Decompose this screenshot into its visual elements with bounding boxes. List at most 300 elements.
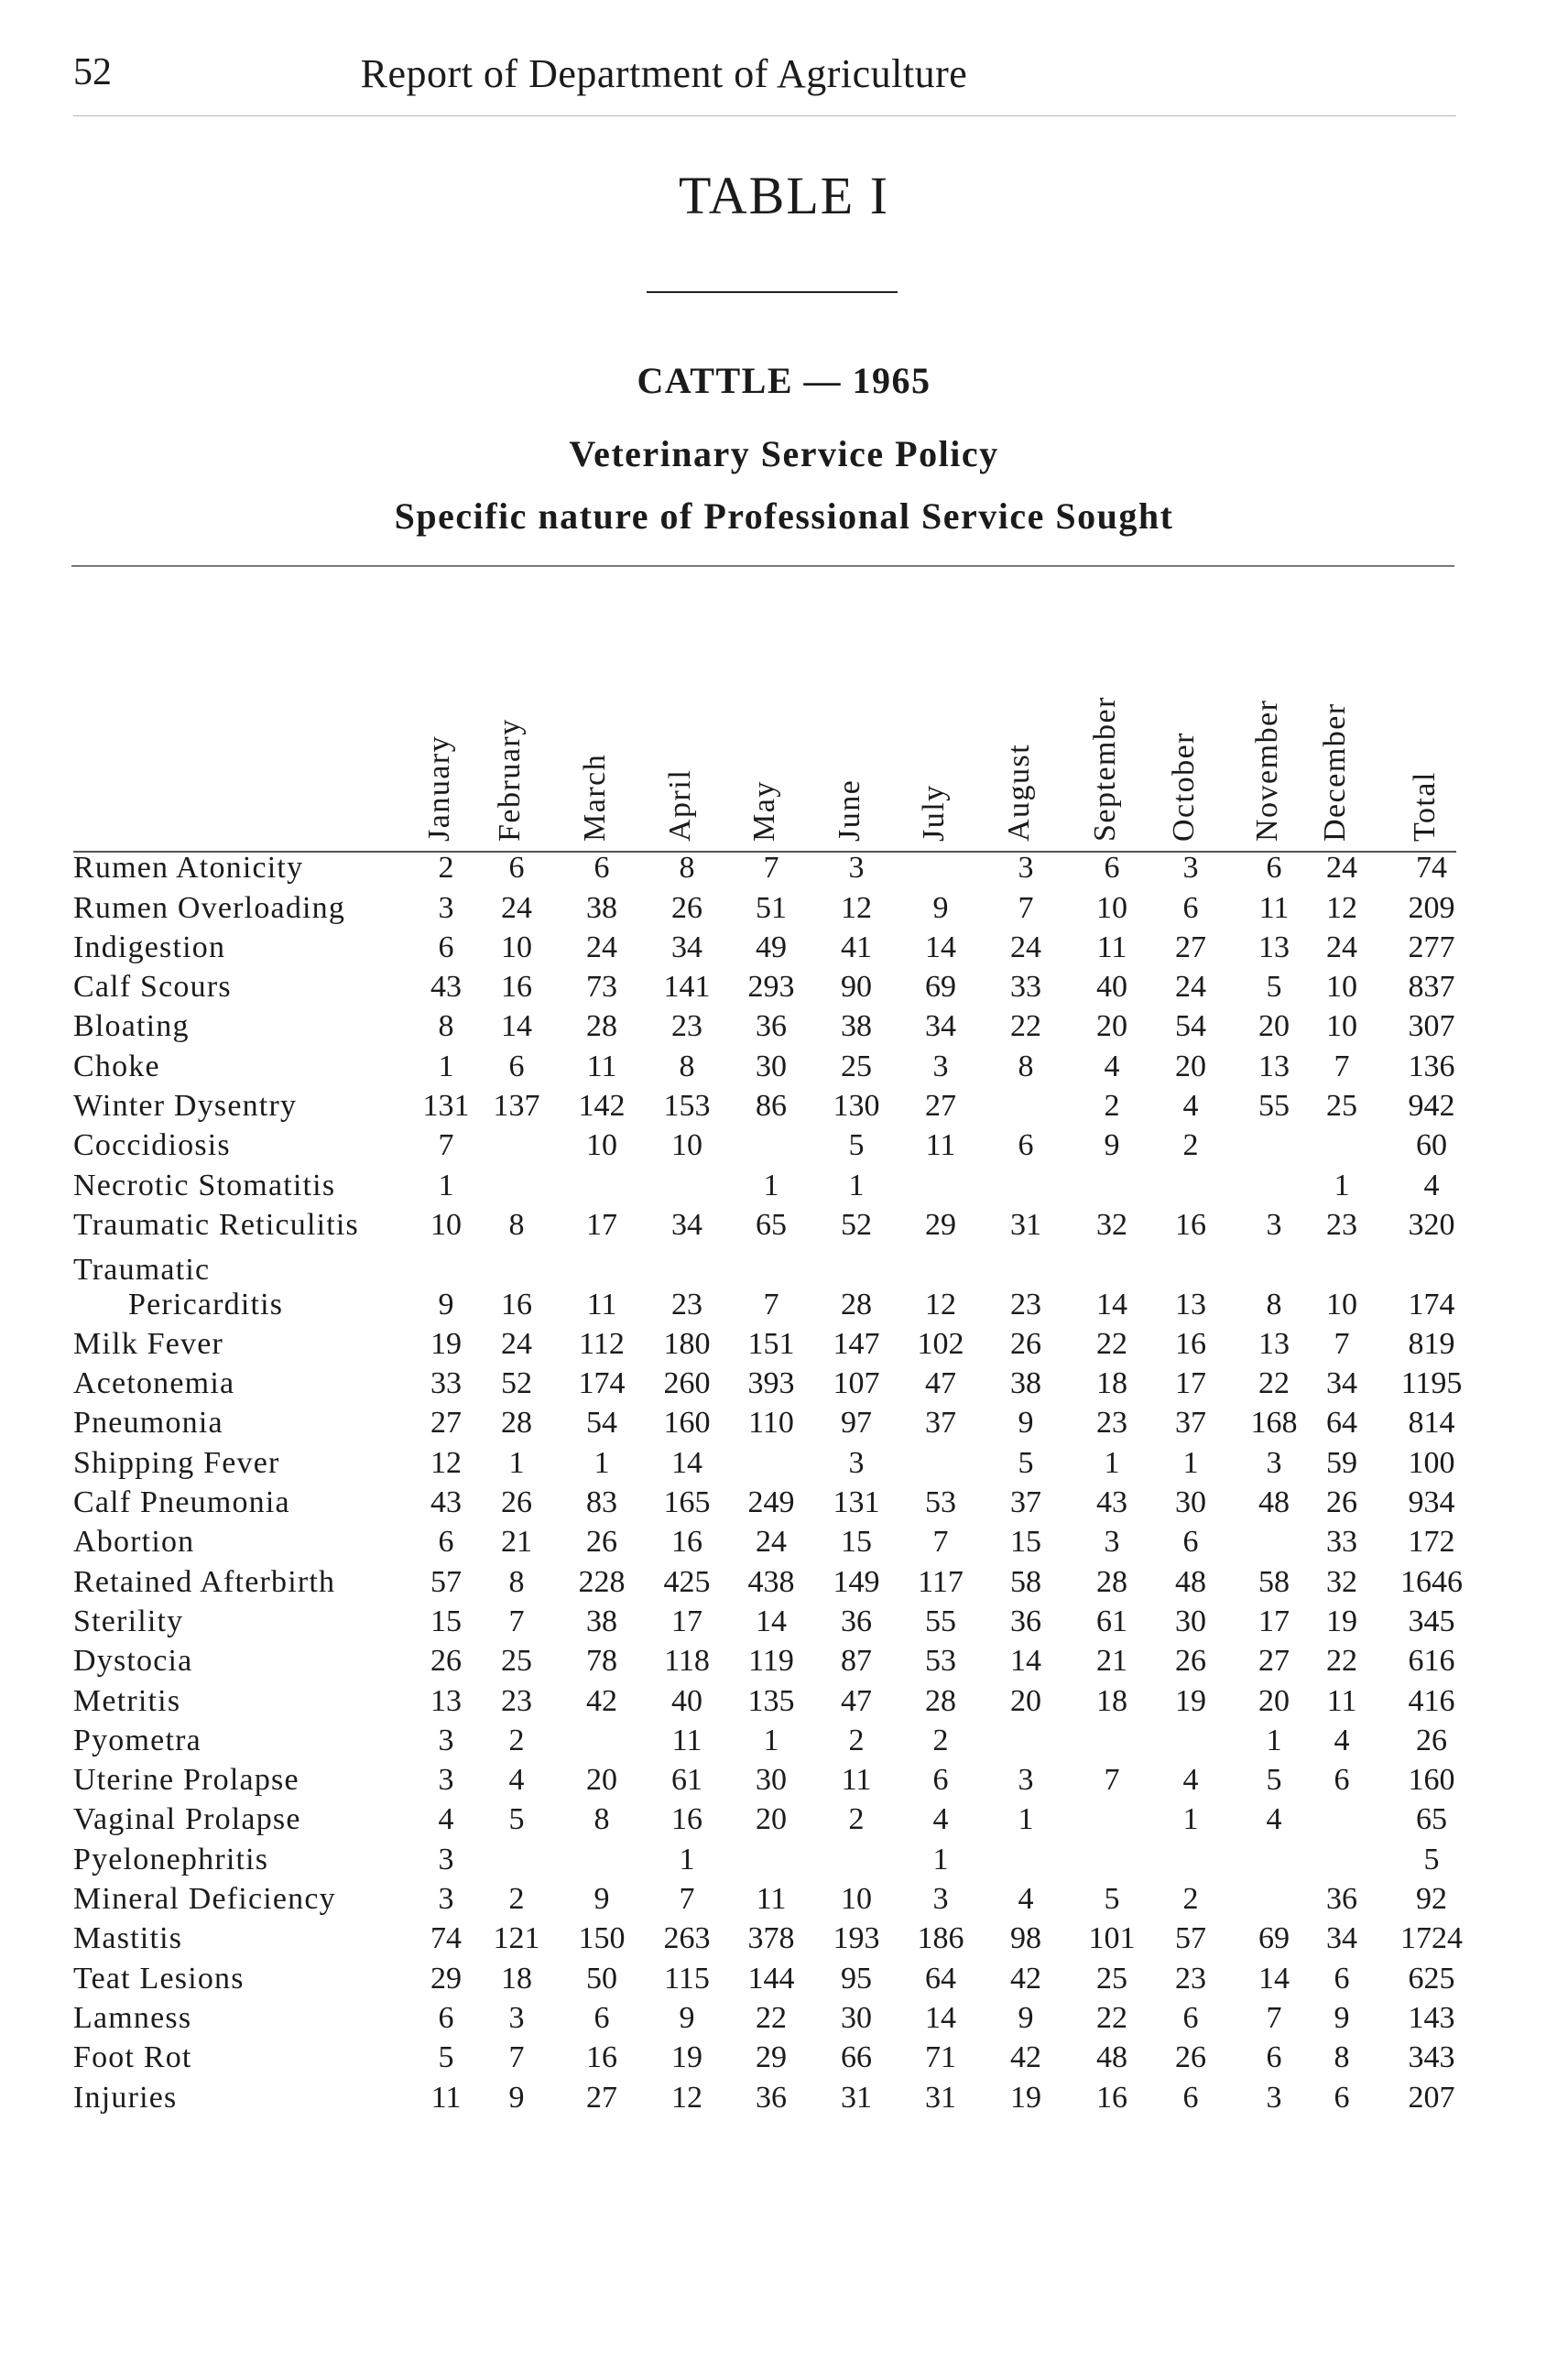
table-cell: 9 <box>679 2000 695 2035</box>
table-cell: 64 <box>925 1961 956 1996</box>
table-row <box>73 1843 1456 1882</box>
table-cell: 3 <box>1266 2080 1282 2115</box>
table-cell: 23 <box>671 1009 702 1044</box>
row-label <box>73 851 303 886</box>
row-label-line: Traumatic <box>73 1252 211 1287</box>
table-cell: 33 <box>430 1366 462 1401</box>
table-cell: 36 <box>841 1604 872 1638</box>
column-header-label: May <box>747 780 781 842</box>
table-cell: 11 <box>586 1287 617 1321</box>
table-cell: 34 <box>671 1207 702 1242</box>
row-label-line: Vaginal Prolapse <box>73 1802 301 1837</box>
row-label <box>73 2001 191 2036</box>
table-cell: 19 <box>1326 1604 1357 1638</box>
row-label <box>73 1089 297 1124</box>
table-cell: 3 <box>438 890 454 925</box>
table-cell: 78 <box>586 1644 617 1679</box>
table-row <box>73 971 1456 1010</box>
table-cell: 2 <box>438 851 454 886</box>
table-cell: 10 <box>1326 970 1357 1005</box>
table-cell: 52 <box>501 1366 532 1401</box>
table-row <box>73 2041 1456 2081</box>
table-cell: 7 <box>1334 1049 1350 1083</box>
running-head: Report of Department of Agriculture <box>360 51 968 96</box>
table-cell: 7 <box>1104 1763 1120 1798</box>
table-row <box>73 1803 1456 1843</box>
row-label-line: Mineral Deficiency <box>73 1882 336 1917</box>
table-cell: 3 <box>438 1763 454 1798</box>
table-cell: 4 <box>1182 1763 1199 1798</box>
table-cell: 3 <box>1266 1445 1282 1480</box>
table-cell: 47 <box>841 1683 872 1718</box>
table-cell: 30 <box>1175 1485 1206 1520</box>
table-cell: 7 <box>932 1525 949 1560</box>
row-label-line: Foot Rot <box>73 2040 192 2075</box>
table-row <box>73 931 1456 971</box>
table-cell: 142 <box>578 1089 626 1124</box>
table-cell: 19 <box>1010 2080 1041 2115</box>
table-cell: 23 <box>501 1683 532 1718</box>
row-label-line: Retained Afterbirth <box>73 1564 336 1599</box>
table-cell: 6 <box>438 930 454 964</box>
table-cell: 30 <box>756 1763 787 1798</box>
data-table <box>73 851 1463 2121</box>
table-cell: 22 <box>756 2000 787 2035</box>
table-cell: 87 <box>841 1644 872 1679</box>
table-cell: 47 <box>925 1366 956 1401</box>
row-label <box>73 1962 245 1996</box>
table-cell: 19 <box>430 1326 462 1361</box>
column-header-label: December <box>1318 702 1352 842</box>
table-cell: 11 <box>671 1723 702 1757</box>
title-rule <box>647 291 898 293</box>
table-row <box>73 1921 1463 1962</box>
table-cell: 131 <box>422 1089 470 1124</box>
table-cell: 48 <box>1258 1485 1290 1520</box>
table-cell: 24 <box>1010 930 1041 964</box>
row-label <box>73 1327 223 1362</box>
table-cell: 11 <box>586 1049 617 1083</box>
table-cell: 135 <box>747 1683 795 1718</box>
row-total-cell: 65 <box>1416 1802 1447 1837</box>
row-label <box>73 1525 194 1560</box>
row-label <box>73 1050 160 1084</box>
table-cell: 25 <box>1326 1089 1357 1124</box>
row-total-cell: 209 <box>1408 890 1455 925</box>
table-cell: 263 <box>663 1921 711 1956</box>
row-total-cell: 277 <box>1408 930 1455 964</box>
table-cell: 14 <box>501 1009 532 1044</box>
table-cell: 4 <box>1104 1049 1120 1083</box>
table-cell: 131 <box>833 1485 880 1520</box>
table-cell: 7 <box>763 851 779 886</box>
row-total-cell: 136 <box>1408 1049 1455 1083</box>
row-label <box>73 1208 359 1243</box>
table-cell: 37 <box>1175 1406 1206 1441</box>
table-cell: 69 <box>925 970 956 1005</box>
table-cell: 1 <box>763 1168 779 1202</box>
table-cell: 40 <box>1096 970 1127 1005</box>
table-cell: 16 <box>671 1525 702 1560</box>
table-cell: 23 <box>1010 1287 1041 1321</box>
title-rule-lower <box>71 565 1454 567</box>
table-cell: 149 <box>833 1564 880 1599</box>
column-header-label: April <box>663 768 697 842</box>
column-header-label: Total <box>1408 771 1442 842</box>
table-cell: 8 <box>1018 1049 1034 1083</box>
table-cell: 119 <box>748 1644 794 1679</box>
header-rule <box>73 115 1456 116</box>
table-cell: 95 <box>841 1961 872 1996</box>
row-total-cell: 74 <box>1416 851 1447 886</box>
row-label <box>73 1843 268 1877</box>
row-label-line: Acetonemia <box>73 1366 235 1401</box>
table-title: TABLE I <box>678 166 890 225</box>
table-cell: 2 <box>1104 1089 1120 1124</box>
row-label-line: Choke <box>73 1049 160 1083</box>
table-cell: 24 <box>756 1525 787 1560</box>
table-row <box>73 1446 1456 1485</box>
table-cell: 14 <box>671 1445 702 1480</box>
table-cell: 43 <box>430 1485 462 1520</box>
table-cell: 26 <box>1175 2040 1206 2075</box>
row-label-line: Metritis <box>73 1683 181 1718</box>
table-cell: 29 <box>756 2040 787 2075</box>
table-cell: 29 <box>925 1207 956 1242</box>
table-cell: 11 <box>430 2080 462 2115</box>
table-cell: 17 <box>1175 1366 1206 1401</box>
table-cell: 34 <box>1326 1366 1357 1401</box>
table-cell: 42 <box>1010 1961 1041 1996</box>
table-cell: 25 <box>1096 1961 1127 1996</box>
table-cell: 38 <box>1010 1366 1041 1401</box>
table-cell: 14 <box>1010 1644 1041 1679</box>
table-cell: 6 <box>1266 851 1282 886</box>
row-label <box>73 2040 192 2075</box>
table-cell: 5 <box>1266 1763 1282 1798</box>
table-cell: 22 <box>1096 2000 1127 2035</box>
table-cell: 101 <box>1088 1921 1136 1956</box>
table-cell: 15 <box>841 1525 872 1560</box>
table-cell: 9 <box>1018 1406 1034 1441</box>
table-cell: 27 <box>430 1406 462 1441</box>
row-label-line: Indigestion <box>73 930 226 964</box>
table-cell: 3 <box>848 851 865 886</box>
row-total-cell: 837 <box>1408 970 1455 1005</box>
table-cell: 24 <box>1175 970 1206 1005</box>
table-cell: 2 <box>508 1723 525 1757</box>
row-total-cell: 343 <box>1408 2040 1455 2075</box>
table-cell: 6 <box>508 851 525 886</box>
table-row <box>73 1564 1463 1604</box>
table-cell: 2 <box>508 1882 525 1917</box>
row-total-cell: 934 <box>1408 1485 1455 1520</box>
table-cell: 8 <box>593 1802 610 1837</box>
table-cell: 117 <box>918 1564 964 1599</box>
table-cell: 249 <box>747 1485 795 1520</box>
table-cell: 6 <box>1334 2080 1350 2115</box>
row-label-line: Sterility <box>73 1604 184 1638</box>
table-cell: 3 <box>932 1882 949 1917</box>
table-row <box>73 1764 1456 1803</box>
table-cell: 26 <box>430 1644 462 1679</box>
table-cell: 1 <box>763 1723 779 1757</box>
table-cell: 6 <box>1182 2080 1199 2115</box>
table-cell: 24 <box>586 930 617 964</box>
table-cell: 2 <box>848 1802 865 1837</box>
table-cell: 49 <box>756 930 787 964</box>
row-label <box>73 1446 280 1481</box>
table-cell: 17 <box>1258 1604 1290 1638</box>
table-cell: 5 <box>1266 970 1282 1005</box>
row-total-cell: 5 <box>1423 1842 1440 1876</box>
table-cell: 7 <box>1334 1326 1350 1361</box>
column-header-october <box>1167 731 1203 842</box>
table-cell: 16 <box>1175 1326 1206 1361</box>
table-cell: 40 <box>671 1683 702 1718</box>
row-label-line: Dystocia <box>73 1644 193 1679</box>
row-label <box>73 1684 180 1719</box>
table-cell: 3 <box>438 1723 454 1757</box>
table-cell: 22 <box>1258 1366 1290 1401</box>
table-row <box>73 1129 1456 1169</box>
table-cell: 168 <box>1250 1406 1298 1441</box>
table-row <box>73 852 1456 891</box>
row-label <box>73 2081 177 2115</box>
table-cell: 6 <box>1334 1763 1350 1798</box>
table-cell: 378 <box>747 1921 795 1956</box>
table-cell: 57 <box>430 1564 462 1599</box>
table-cell: 13 <box>1258 930 1290 964</box>
column-header-label: November <box>1250 699 1284 842</box>
table-cell: 10 <box>430 1207 462 1242</box>
table-cell: 20 <box>756 1802 787 1837</box>
table-cell: 22 <box>1010 1009 1041 1044</box>
table-cell: 74 <box>430 1921 462 1956</box>
row-label-line: Shipping Fever <box>73 1445 280 1480</box>
table-cell: 61 <box>1096 1604 1127 1638</box>
table-cell: 14 <box>925 2000 956 2035</box>
table-cell: 9 <box>1104 1128 1120 1163</box>
row-total-cell: 100 <box>1408 1445 1455 1480</box>
table-cell: 53 <box>925 1485 956 1520</box>
row-label <box>73 1169 335 1203</box>
table-cell: 137 <box>493 1089 540 1124</box>
table-cell: 7 <box>508 1604 525 1638</box>
table-cell: 112 <box>579 1326 625 1361</box>
table-cell: 4 <box>1266 1802 1282 1837</box>
table-cell: 24 <box>1326 851 1357 886</box>
table-cell: 6 <box>1182 1525 1199 1560</box>
column-header-november <box>1250 699 1286 842</box>
row-label-line: Pyometra <box>73 1723 201 1757</box>
table-cell: 54 <box>586 1406 617 1441</box>
table-cell: 24 <box>501 890 532 925</box>
table-cell: 3 <box>848 1445 865 1480</box>
table-cell: 43 <box>1096 1485 1127 1520</box>
table-cell: 14 <box>1258 1961 1290 1996</box>
table-cell: 32 <box>1326 1564 1357 1599</box>
table-cell: 5 <box>848 1128 865 1163</box>
table-cell: 16 <box>671 1802 702 1837</box>
table-cell: 23 <box>1326 1207 1357 1242</box>
table-cell: 27 <box>925 1089 956 1124</box>
table-cell: 3 <box>1018 1763 1034 1798</box>
table-cell: 58 <box>1010 1564 1041 1599</box>
row-total-cell: 942 <box>1408 1089 1455 1124</box>
table-cell: 12 <box>1326 890 1357 925</box>
row-label <box>73 1253 283 1322</box>
table-cell: 22 <box>1326 1644 1357 1679</box>
table-cell: 97 <box>841 1406 872 1441</box>
table-cell: 13 <box>430 1683 462 1718</box>
table-cell: 64 <box>1326 1406 1357 1441</box>
table-cell: 17 <box>671 1604 702 1638</box>
table-cell: 37 <box>1010 1485 1041 1520</box>
table-cell: 13 <box>1258 1049 1290 1083</box>
row-total-cell: 416 <box>1408 1683 1455 1718</box>
row-total-cell: 174 <box>1408 1287 1455 1321</box>
table-cell: 23 <box>671 1287 702 1321</box>
table-cell: 36 <box>756 2080 787 2115</box>
table-row <box>73 1526 1456 1565</box>
row-label-line: Necrotic Stomatitis <box>73 1168 336 1202</box>
table-cell: 25 <box>841 1049 872 1083</box>
table-cell: 293 <box>747 970 795 1005</box>
table-cell: 33 <box>1326 1525 1357 1560</box>
table-cell: 20 <box>1258 1009 1290 1044</box>
row-label-line: Injuries <box>73 2080 178 2115</box>
column-header-january <box>422 734 458 842</box>
table-cell: 98 <box>1010 1921 1041 1956</box>
table-cell: 11 <box>925 1128 956 1163</box>
row-label <box>73 1009 190 1044</box>
table-cell: 3 <box>1104 1525 1120 1560</box>
table-cell: 3 <box>438 1842 454 1876</box>
table-cell: 9 <box>508 2080 525 2115</box>
table-cell: 66 <box>841 2040 872 2075</box>
table-row <box>73 1050 1456 1089</box>
table-cell: 59 <box>1326 1445 1357 1480</box>
row-total-cell: 1195 <box>1400 1366 1463 1401</box>
table-cell: 28 <box>1096 1564 1127 1599</box>
row-label <box>73 1802 301 1837</box>
table-cell: 27 <box>586 2080 617 2115</box>
table-subtitle-nature: Specific nature of Professional Service Sought <box>394 495 1174 537</box>
table-cell: 4 <box>932 1802 949 1837</box>
table-cell: 186 <box>917 1921 964 1956</box>
row-label <box>73 1565 335 1600</box>
table-cell: 1 <box>1334 1168 1350 1202</box>
table-row <box>73 1248 1456 1328</box>
table-cell: 58 <box>1258 1564 1290 1599</box>
table-cell: 20 <box>1258 1683 1290 1718</box>
table-cell: 69 <box>1258 1921 1290 1956</box>
table-cell: 43 <box>430 970 462 1005</box>
table-row <box>73 1169 1456 1208</box>
table-cell: 34 <box>671 930 702 964</box>
table-cell: 20 <box>586 1763 617 1798</box>
table-cell: 8 <box>679 851 695 886</box>
table-cell: 26 <box>1326 1485 1357 1520</box>
row-label-line: Mastitis <box>73 1921 183 1956</box>
table-cell: 6 <box>1104 851 1120 886</box>
table-cell: 1 <box>1182 1445 1199 1480</box>
table-cell: 150 <box>578 1921 626 1956</box>
table-cell: 31 <box>925 2080 956 2115</box>
table-cell: 42 <box>1010 2040 1041 2075</box>
table-cell: 4 <box>508 1763 525 1798</box>
table-cell: 1 <box>1182 1802 1199 1837</box>
table-cell: 34 <box>925 1009 956 1044</box>
row-label-line: Teat Lesions <box>73 1961 245 1996</box>
table-cell: 26 <box>1175 1644 1206 1679</box>
page-number: 52 <box>73 51 112 93</box>
table-cell: 11 <box>841 1763 872 1798</box>
column-header-june <box>833 778 868 842</box>
table-cell: 26 <box>501 1485 532 1520</box>
column-header-label: February <box>493 718 527 842</box>
table-cell: 30 <box>756 1049 787 1083</box>
row-total-cell: 814 <box>1408 1406 1455 1441</box>
table-cell: 28 <box>586 1009 617 1044</box>
table-cell: 36 <box>1010 1604 1041 1638</box>
table-cell: 36 <box>756 1009 787 1044</box>
table-cell: 8 <box>508 1207 525 1242</box>
row-label-line: Pericarditis <box>128 1287 284 1321</box>
table-cell: 27 <box>1258 1644 1290 1679</box>
table-cell: 83 <box>586 1485 617 1520</box>
row-label-line: Calf Scours <box>73 970 232 1005</box>
table-cell: 41 <box>841 930 872 964</box>
table-cell: 6 <box>932 1763 949 1798</box>
table-cell: 18 <box>1096 1683 1127 1718</box>
table-row <box>73 2081 1456 2120</box>
table-cell: 8 <box>1334 2040 1350 2075</box>
table-cell: 20 <box>1010 1683 1041 1718</box>
table-cell: 6 <box>438 2000 454 2035</box>
table-cell: 29 <box>430 1961 462 1996</box>
table-cell: 21 <box>1096 1644 1127 1679</box>
row-total-cell: 616 <box>1408 1644 1455 1679</box>
row-total-cell: 172 <box>1408 1525 1455 1560</box>
table-cell: 51 <box>756 890 787 925</box>
table-cell: 52 <box>841 1207 872 1242</box>
table-cell: 6 <box>1334 1961 1350 1996</box>
table-cell: 1 <box>438 1168 454 1202</box>
table-cell: 26 <box>1010 1326 1041 1361</box>
table-cell: 16 <box>501 970 532 1005</box>
column-header-march <box>578 753 614 842</box>
table-row <box>73 1605 1456 1645</box>
table-cell: 32 <box>1096 1207 1127 1242</box>
column-header-september <box>1088 696 1124 842</box>
table-cell: 12 <box>671 2080 702 2115</box>
row-label <box>73 1485 290 1520</box>
table-row <box>73 1010 1456 1050</box>
column-header-label: July <box>917 784 951 842</box>
table-cell: 8 <box>438 1009 454 1044</box>
table-cell: 23 <box>1096 1406 1127 1441</box>
table-cell: 147 <box>833 1326 880 1361</box>
column-header-december <box>1318 702 1354 842</box>
table-cell: 193 <box>833 1921 880 1956</box>
table-cell: 165 <box>663 1485 711 1520</box>
column-header-label: August <box>1002 743 1036 842</box>
table-cell: 7 <box>763 1287 779 1321</box>
row-total-cell: 26 <box>1416 1723 1447 1757</box>
table-cell: 174 <box>578 1366 626 1401</box>
